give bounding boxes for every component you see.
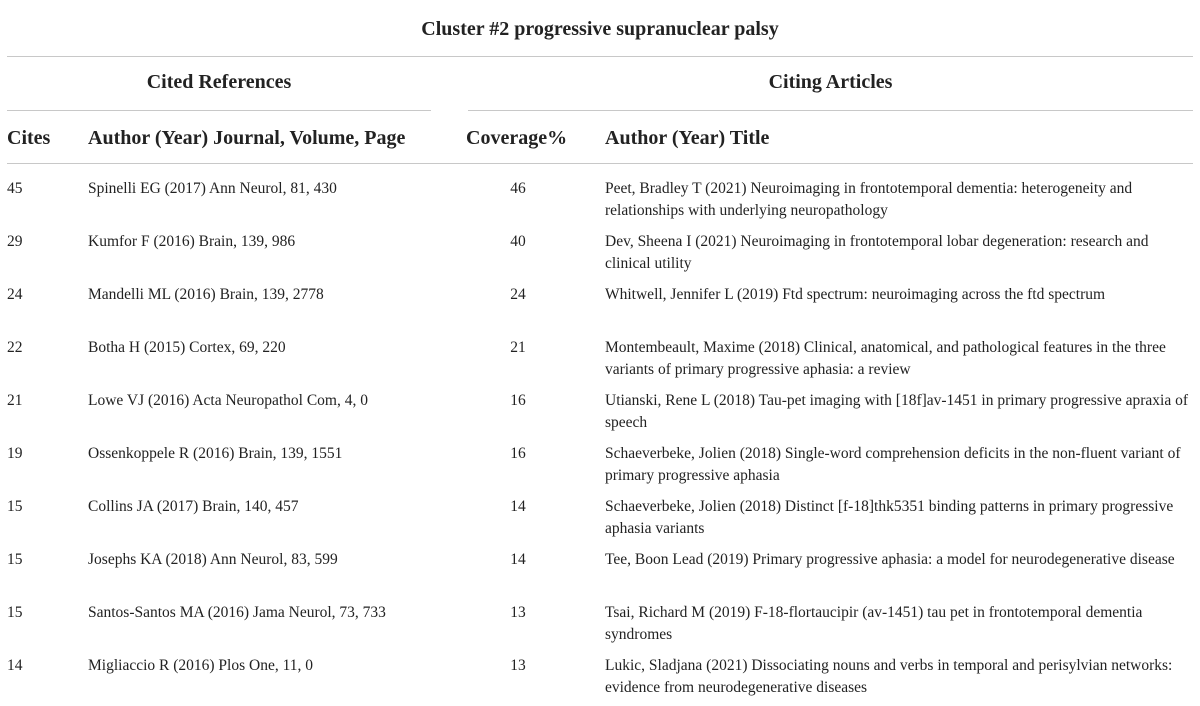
coverage-cell: 13: [510, 604, 526, 621]
reference-cell: Ossenkoppele R (2016) Brain, 139, 1551: [88, 445, 343, 462]
article-cell: Lukic, Sladjana (2021) Dissociating nouns and verbs in temporal and perisylvian networks: evidence from neurodegenerative diseases: [605, 657, 1173, 696]
header-divider: [7, 163, 1193, 164]
coverage-cell: 14: [510, 498, 526, 515]
cites-cell: 15: [7, 551, 23, 568]
column-header-article: Author (Year) Title: [605, 127, 770, 149]
reference-cell: Santos-Santos MA (2016) Jama Neurol, 73, 733: [88, 604, 386, 621]
coverage-cell: 46: [510, 180, 526, 197]
coverage-cell: 14: [510, 551, 526, 568]
article-cell: Tsai, Richard M (2019) F-18-flortaucipir (av-1451) tau pet in frontotemporal dementia syndromes: [605, 604, 1143, 643]
reference-cell: Botha H (2015) Cortex, 69, 220: [88, 339, 286, 356]
table-row: [0, 441, 1200, 494]
article-cell: Tee, Boon Lead (2019) Primary progressive aphasia: a model for neurodegenerative disease: [605, 551, 1175, 568]
column-header-cites: Cites: [7, 127, 51, 149]
table-row: [0, 176, 1200, 229]
table-body: [0, 176, 1200, 706]
cited-group-divider: [7, 110, 431, 111]
table-row: [0, 653, 1200, 706]
cites-cell: 21: [7, 392, 23, 409]
article-cell: Montembeault, Maxime (2018) Clinical, anatomical, and pathological features in the three variants of primary progressive aphasia: a review: [605, 339, 1166, 378]
cites-cell: 19: [7, 445, 23, 462]
table-row: [0, 229, 1200, 282]
article-cell: Whitwell, Jennifer L (2019) Ftd spectrum: neuroimaging across the ftd spectrum: [605, 286, 1106, 303]
coverage-cell: 13: [510, 657, 526, 674]
article-cell: Peet, Bradley T (2021) Neuroimaging in frontotemporal dementia: heterogeneity and relationships with underlying neuropathology: [605, 180, 1133, 219]
article-cell: Utianski, Rene L (2018) Tau-pet imaging with [18f]av-1451 in primary progressive apraxia of speech: [605, 392, 1189, 431]
article-cell: Schaeverbeke, Jolien (2018) Distinct [f-18]thk5351 binding patterns in primary progressive aphasia variants: [605, 498, 1174, 537]
table-title: Cluster #2 progressive supranuclear palsy: [421, 18, 779, 40]
cites-cell: 15: [7, 604, 23, 621]
coverage-cell: 40: [510, 233, 526, 250]
coverage-cell: 21: [510, 339, 526, 356]
column-header-reference: Author (Year) Journal, Volume, Page: [88, 127, 406, 149]
table-row: [0, 388, 1200, 441]
reference-cell: Mandelli ML (2016) Brain, 139, 2778: [88, 286, 324, 303]
article-cell: Dev, Sheena I (2021) Neuroimaging in frontotemporal lobar degeneration: research and clinical utility: [605, 233, 1149, 272]
cites-cell: 29: [7, 233, 23, 250]
coverage-cell: 16: [510, 445, 526, 462]
coverage-cell: 24: [510, 286, 526, 303]
reference-cell: Collins JA (2017) Brain, 140, 457: [88, 498, 299, 515]
table-row: [0, 335, 1200, 388]
reference-cell: Migliaccio R (2016) Plos One, 11, 0: [88, 657, 314, 674]
table-row: [0, 547, 1200, 600]
citing-group-divider: [468, 110, 1193, 111]
reference-cell: Lowe VJ (2016) Acta Neuropathol Com, 4, 0: [88, 392, 368, 409]
reference-cell: Kumfor F (2016) Brain, 139, 986: [88, 233, 296, 250]
table-row: [0, 600, 1200, 653]
cites-cell: 14: [7, 657, 23, 674]
cites-cell: 45: [7, 180, 23, 197]
citing-articles-heading: Citing Articles: [768, 71, 893, 93]
cites-cell: 24: [7, 286, 23, 303]
article-cell: Schaeverbeke, Jolien (2018) Single-word comprehension deficits in the non-fluent variant of primary progressive aphasia: [605, 445, 1181, 484]
cites-cell: 15: [7, 498, 23, 515]
table-row: [0, 494, 1200, 547]
reference-cell: Spinelli EG (2017) Ann Neurol, 81, 430: [88, 180, 337, 197]
coverage-cell: 16: [510, 392, 526, 409]
reference-cell: Josephs KA (2018) Ann Neurol, 83, 599: [88, 551, 338, 568]
title-divider: [7, 56, 1193, 57]
table-row: [0, 282, 1200, 335]
column-header-coverage: Coverage%: [466, 127, 568, 149]
cites-cell: 22: [7, 339, 23, 356]
cited-references-heading: Cited References: [146, 71, 292, 93]
